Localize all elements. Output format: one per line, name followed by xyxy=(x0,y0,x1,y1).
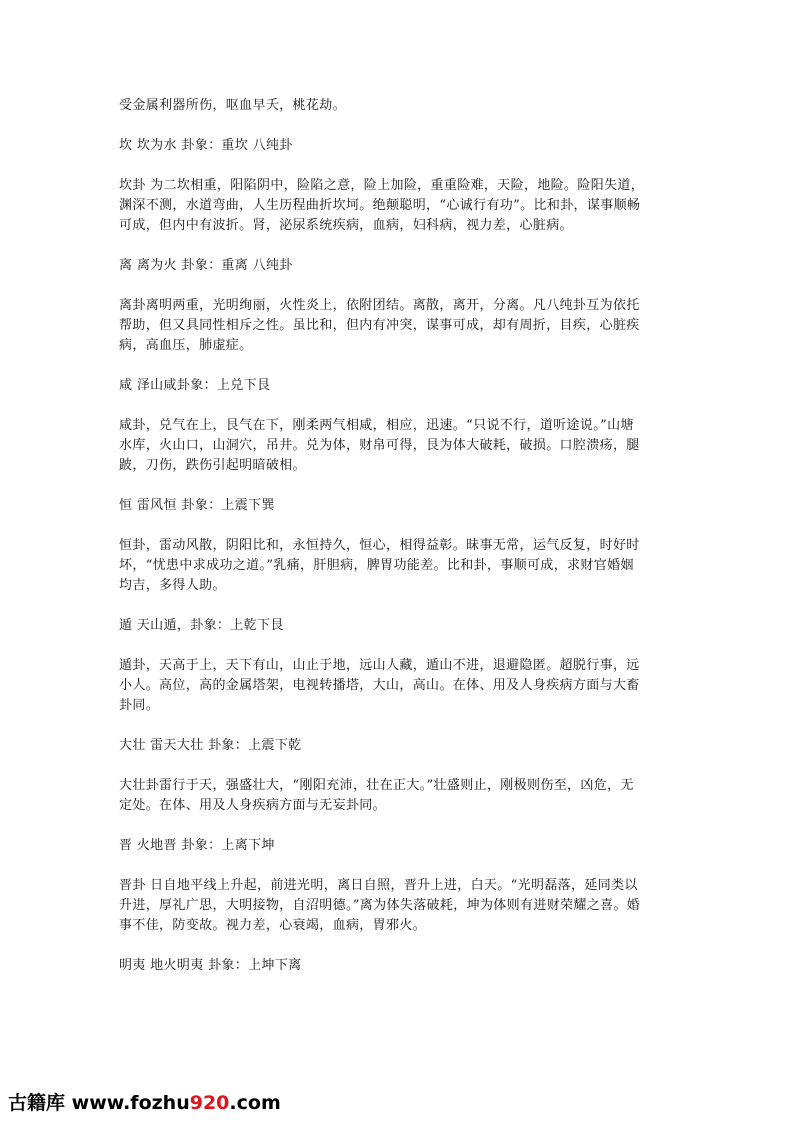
section-heading-heng-heading xyxy=(119,496,677,516)
text-line: 大壮 雷天大壮 卦象：上震下乾 xyxy=(119,738,302,753)
text-line: 定处。在体、用及人身疾病方面与无妄卦同。 xyxy=(119,798,387,813)
paragraph-intro xyxy=(119,96,677,116)
paragraph-jin-body xyxy=(119,876,677,936)
text-line: 升进，厚礼广思，大明接物，自沼明德。”离为体失落破耗，坤为体则有进财荣耀之喜。婚 xyxy=(119,898,641,913)
text-line: 明夷 地火明夷 卦象：上坤下离 xyxy=(119,958,302,973)
paragraph-xian-body xyxy=(119,416,677,476)
paragraph-dun-body xyxy=(119,656,677,716)
paragraph-heng-body xyxy=(119,536,677,596)
text-line: 跛，刀伤，跌伤引起明暗破相。 xyxy=(119,458,306,473)
section-heading-mingyi-heading xyxy=(119,956,677,976)
text-line: 晋 火地晋 卦象：上离下坤 xyxy=(119,838,275,853)
footer-brand: 古籍库 xyxy=(8,1092,66,1114)
section-heading-jin-heading xyxy=(119,836,677,856)
text-line: 均吉，多得人助。 xyxy=(119,578,226,593)
text-line: 离卦离明两重，光明绚丽，火性炎上，依附团结。离散，离开，分离。凡八纯卦互为依托 xyxy=(119,298,640,313)
text-line: 小人。高位，高的金属塔架，电视转播塔，大山，高山。在体、用及人身疾病方面与大畜 xyxy=(119,678,640,693)
text-line: 帮助，但又具同性相斥之性。虽比和，但内有冲突，谋事可成，却有周折，目疾，心脏疾 xyxy=(119,318,640,333)
text-line: 卦同。 xyxy=(119,698,160,713)
footer-site-prefix: www.fozhu xyxy=(71,1092,190,1114)
paragraph-li-body xyxy=(119,296,677,356)
paragraph-kan-body xyxy=(119,176,677,236)
document-content xyxy=(119,96,677,996)
footer-watermark xyxy=(8,1088,281,1115)
section-heading-xian-heading xyxy=(119,376,677,396)
text-line: 受金属利器所伤，呕血早夭，桃花劫。 xyxy=(119,98,346,113)
text-line: 恒卦，雷动风散，阴阳比和，永恒持久，恒心，相得益彰。昧事无常，运气反复，时好时 xyxy=(119,538,640,553)
text-line: 事不佳，防变故。视力差，心衰竭，血病，胃邪火。 xyxy=(119,918,427,933)
text-line: 坎 坎为水 卦象：重坎 八纯卦 xyxy=(119,138,293,153)
section-heading-kan-heading xyxy=(119,136,677,156)
section-heading-dazhuang-heading xyxy=(119,736,677,756)
text-line: 遁 天山遁，卦象：上乾下艮 xyxy=(119,618,284,633)
text-line: 渊深不测，水道弯曲，人生历程曲折坎坷。绝颠聪明，“心诚行有功”。比和卦，谋事顺畅 xyxy=(119,198,641,213)
text-line: 晋卦 日自地平线上升起，前进光明，离日自照，晋升上进，白天。“光明磊落，延同类以 xyxy=(119,878,638,893)
section-heading-li-heading xyxy=(119,256,677,276)
text-line: 恒 雷风恒 卦象：上震下巽 xyxy=(119,498,275,513)
section-heading-dun-heading xyxy=(119,616,677,636)
text-line: 坏，“忧患中求成功之道。”乳痛，肝胆病，脾胃功能差。比和卦，事顺可成，求财官婚姻 xyxy=(119,558,634,573)
text-line: 遁卦，天高于上，天下有山，山止于地，远山人藏，遁山不进，退避隐匿。超脱行事，远 xyxy=(119,658,640,673)
text-line: 水库，火山口，山洞穴，吊井。兑为体，财帛可得，艮为体大破耗，破损。口腔溃疡，腿 xyxy=(119,438,640,453)
text-line: 大壮卦雷行于天，强盛壮大，“刚阳充沛，壮在正大。”壮盛则止，刚极则伤至，凶危，无 xyxy=(119,778,634,793)
footer-site-number: 920 xyxy=(189,1092,230,1114)
footer-site-suffix: .com xyxy=(229,1092,281,1114)
text-line: 咸 泽山咸卦象：上兑下艮 xyxy=(119,378,271,393)
text-line: 咸卦，兑气在上，艮气在下，刚柔两气相咸，相应，迅速。“只说不行，道听途说。”山塘 xyxy=(119,418,634,433)
text-line: 坎卦 为二坎相重，阳陷阴中，险陷之意，险上加险，重重险难，天险，地险。险阳失道， xyxy=(119,178,645,193)
text-line: 可成，但内中有波折。肾，泌尿系统疾病，血病，妇科病，视力差，心脏病。 xyxy=(119,218,573,233)
text-line: 病，高血压，肺虚症。 xyxy=(119,338,253,353)
paragraph-dazhuang-body xyxy=(119,776,677,816)
text-line: 离 离为火 卦象：重离 八纯卦 xyxy=(119,258,293,273)
